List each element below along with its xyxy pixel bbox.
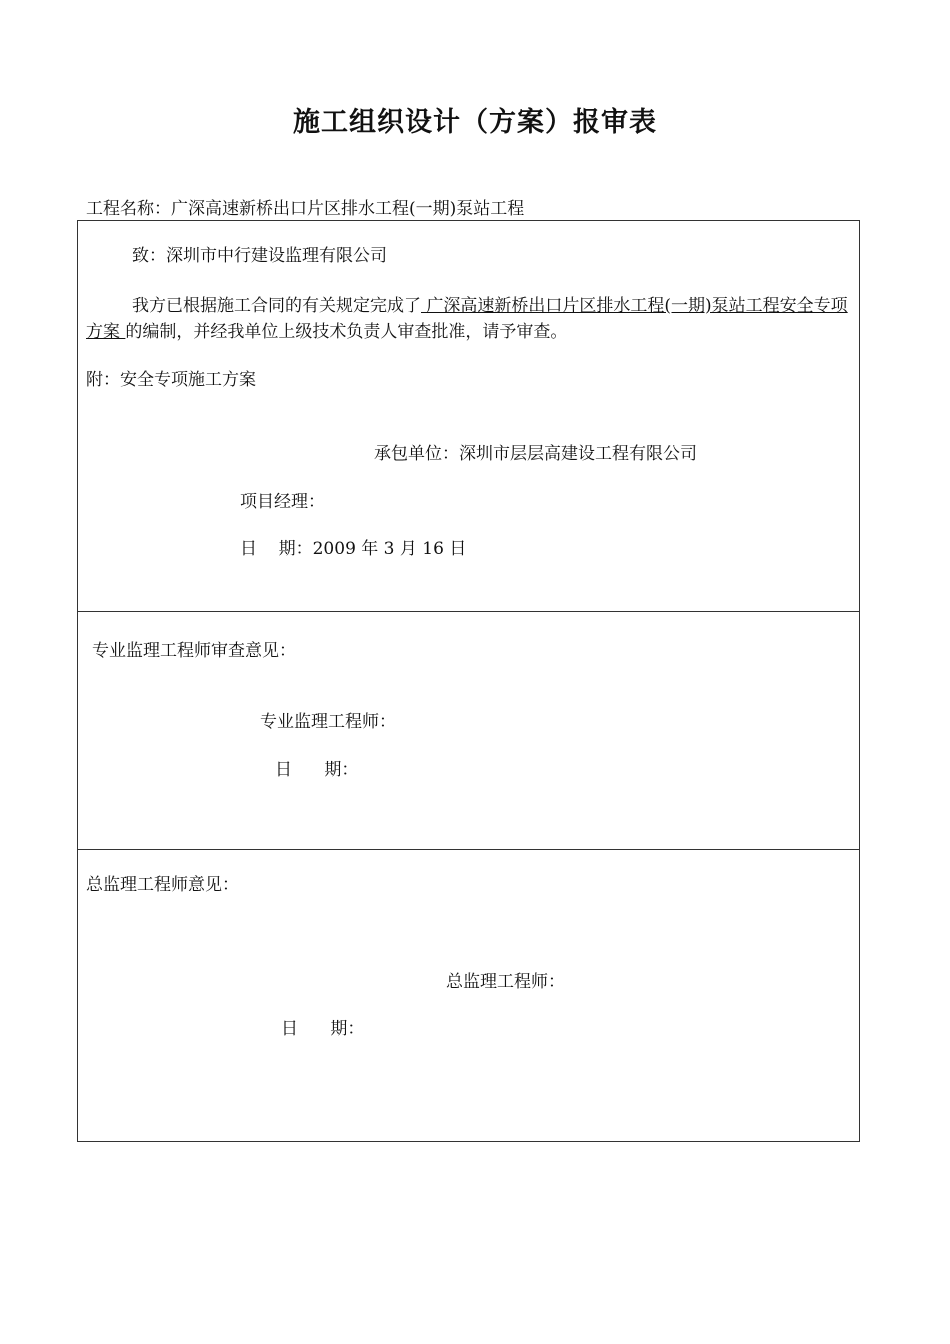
specialist-review-heading: 专业监理工程师审查意见：: [92, 641, 296, 661]
scheme-name: 广深高速新桥出口片区排水工程(一期)泵站工程安全专项方案: [86, 296, 848, 342]
row-divider-1: [77, 611, 860, 612]
contractor-line: 承包单位：深圳市层层高建设工程有限公司: [374, 444, 697, 464]
form-table: [77, 220, 860, 1142]
chief-date-label: 日 期：: [281, 1019, 365, 1039]
project-manager-label: 项目经理：: [240, 492, 325, 512]
row-divider-2: [77, 849, 860, 850]
addressee: 致：深圳市中行建设监理有限公司: [132, 246, 387, 266]
submission-paragraph: [86, 293, 856, 345]
project-name: 工程名称：广深高速新桥出口片区排水工程(一期)泵站工程: [86, 199, 525, 219]
chief-engineer-label: 总监理工程师：: [446, 972, 565, 992]
document-title: 施工组织设计（方案）报审表: [293, 107, 657, 138]
submission-date: 日 期：2009 年 3 月 16 日: [240, 539, 467, 559]
paragraph-text-start: 我方已根据施工合同的有关规定完成了: [132, 296, 421, 316]
chief-opinion-heading: 总监理工程师意见：: [86, 875, 239, 895]
paragraph-text-end: 的编制，并经我单位上级技术负责人审查批准，请予审查。: [125, 322, 568, 342]
specialist-engineer-label: 专业监理工程师：: [260, 712, 396, 732]
attachment-line: 附：安全专项施工方案: [86, 370, 256, 390]
specialist-date-label: 日 期：: [275, 760, 359, 780]
